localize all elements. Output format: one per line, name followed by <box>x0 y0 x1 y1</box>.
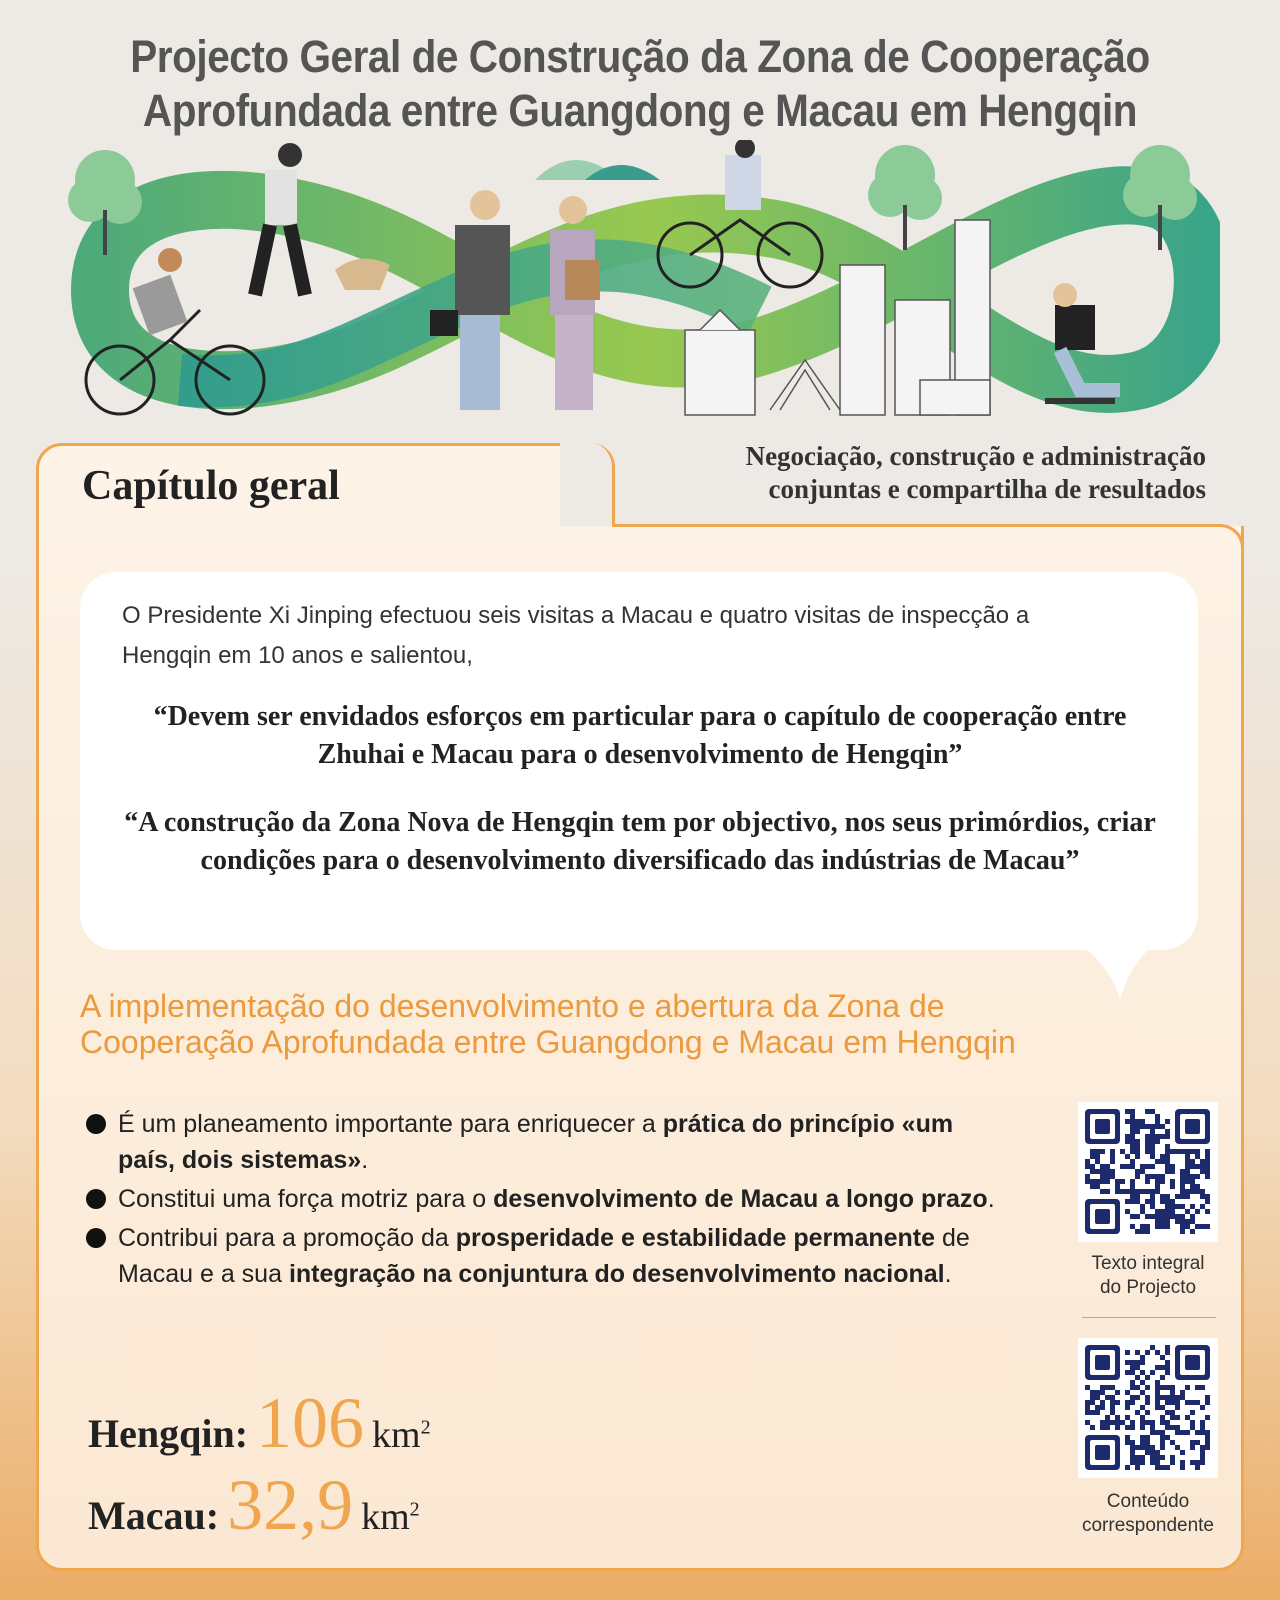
bullet-bold: desenvolvimento de Macau a longo prazo <box>493 1185 988 1213</box>
unit-exponent: 2 <box>409 1498 420 1521</box>
bullet-text: É um planeamento importante para enriquecer a <box>118 1110 663 1138</box>
tab-corner <box>1200 524 1244 568</box>
bubble-intro: O Presidente Xi Jinping efectuou seis visitas a Macau e quatro visitas de inspecção a Hengqin em 10 anos e salientou, <box>122 602 1030 669</box>
unit-exponent: 2 <box>420 1416 431 1439</box>
qr-label-full-text <box>1058 1252 1238 1300</box>
bullet-text: Contribui para a promoção da <box>118 1224 456 1252</box>
area-value: 32,9 <box>227 1465 354 1545</box>
bullet-dot <box>86 1228 106 1248</box>
bullet-bold: prosperidade e estabilidade permanente <box>455 1224 936 1252</box>
qr-code-full-text[interactable] <box>1078 1102 1218 1242</box>
bullet-text: . <box>361 1146 369 1174</box>
area-label: Macau: <box>88 1493 220 1538</box>
bullet-dot <box>86 1189 106 1209</box>
qr-label-line: do Projecto <box>1099 1277 1197 1298</box>
quote-1: “Devem ser envidados esforços em particular para o capítulo de cooperação entre Zhuhai e Macau para o desenvolvimento de Hengqin” <box>153 701 1127 770</box>
quote-2: “A construção da Zona Nova de Hengqin tem por objectivo, nos seus primórdios, criar condições para o desenvolvimento diversificado das indústrias de Macau” <box>124 807 1156 876</box>
bullet-text: de Macau e a sua <box>118 1224 970 1288</box>
qr-label-line: Texto integral <box>1091 1253 1205 1274</box>
qr-label-line: correspondente <box>1081 1515 1215 1536</box>
area-hengqin <box>88 1382 431 1465</box>
unit-text: km <box>372 1414 421 1456</box>
area-macau <box>88 1464 420 1547</box>
subtitle-line-1: Negociação, construção e administração <box>745 441 1206 471</box>
bullet-bold: prática do princípio «um país, dois sistemas» <box>118 1110 954 1174</box>
bubble-tail <box>1060 930 1170 1000</box>
bullet-list <box>86 1106 1016 1295</box>
area-unit <box>361 1496 420 1538</box>
bullet-item <box>86 1220 1016 1292</box>
title-line-2: Aprofundada entre Guangdong e Macau em Hengqin <box>142 85 1138 136</box>
bullet-text: Constitui uma força motriz para o <box>118 1185 494 1213</box>
qr-label-related-content <box>1058 1490 1238 1538</box>
unit-text: km <box>361 1496 410 1538</box>
tab-bottom-line <box>612 524 1216 527</box>
bullet-text: . <box>987 1185 995 1213</box>
chapter-subtitle <box>566 440 1206 506</box>
qr-code-icon <box>1078 1338 1218 1478</box>
bullet-item <box>86 1181 1016 1217</box>
section-heading: A implementação do desenvolvimento e abertura da Zona de Cooperação Aprofundada entre Guangdong e Macau em Hengqin <box>80 988 1016 1060</box>
bullet-text: . <box>944 1260 952 1288</box>
qr-code-related-content[interactable] <box>1078 1338 1218 1478</box>
area-unit <box>372 1414 431 1456</box>
subtitle-line-2: conjuntas e compartilha de resultados <box>768 474 1206 504</box>
bullet-dot <box>86 1114 106 1134</box>
qr-divider <box>1082 1317 1216 1318</box>
hengqin-illustration <box>60 140 1220 430</box>
area-value: 106 <box>256 1383 365 1463</box>
tree-middle <box>868 145 942 250</box>
bullet-bold: integração na conjuntura do desenvolvimento nacional <box>288 1260 945 1288</box>
title-line-1: Projecto Geral de Construção da Zona de Cooperação <box>130 31 1150 82</box>
qr-label-line: Conteúdo <box>1106 1491 1190 1512</box>
bullet-item <box>86 1106 1016 1178</box>
area-label: Hengqin: <box>88 1411 249 1456</box>
page-title <box>118 30 1162 138</box>
qr-code-icon <box>1078 1102 1218 1242</box>
chapter-title: Capítulo geral <box>82 463 340 509</box>
